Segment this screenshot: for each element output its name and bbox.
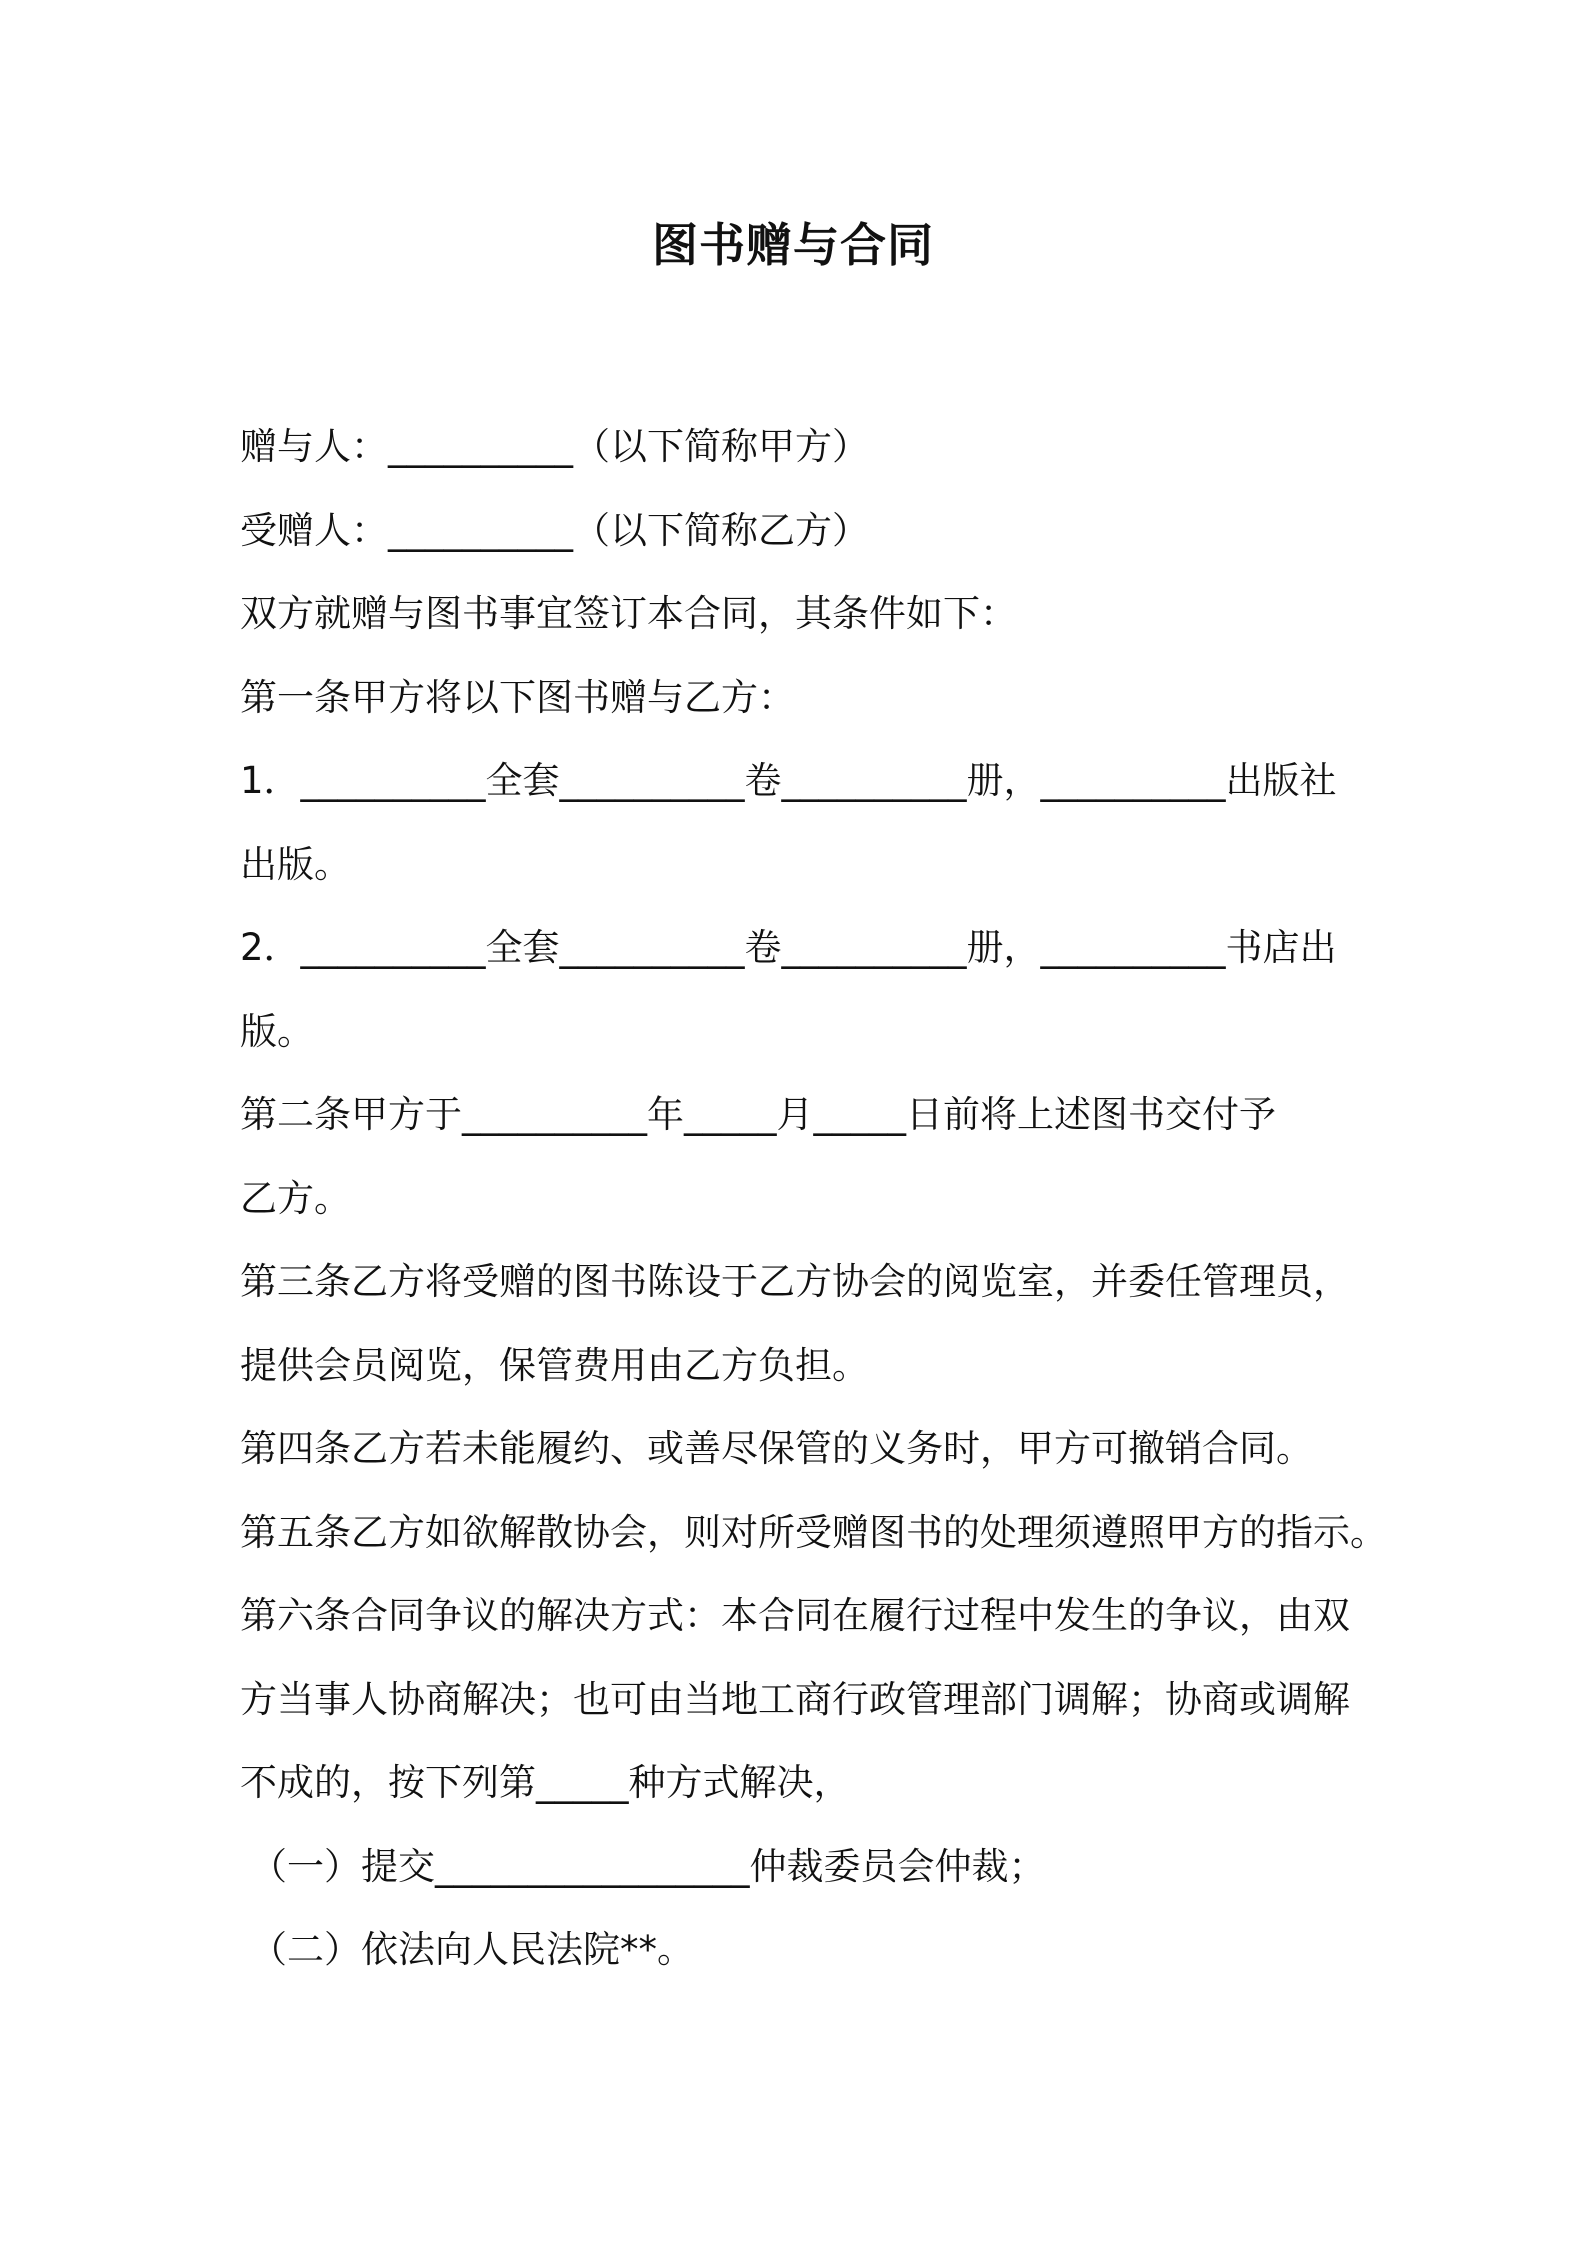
article-6-cont-1: 方当事人协商解决；也可由当地工商行政管理部门调解；协商或调解 xyxy=(240,1677,1350,1721)
recipient-line: 受赠人：__________（以下简称乙方） xyxy=(240,508,869,552)
preamble-line: 双方就赠与图书事宜签订本合同，其条件如下： xyxy=(240,592,1017,635)
article-1-heading: 第一条甲方将以下图书赠与乙方： xyxy=(240,675,795,719)
article-4: 第四条乙方若未能履约、或善尽保管的义务时，甲方可撤销合同。 xyxy=(240,1427,1313,1470)
article-2: 第二条甲方于__________年_____月_____日前将上述图书交付予 xyxy=(240,1093,1276,1136)
article-1-item-1-cont: 出版。 xyxy=(240,842,351,886)
article-2-cont: 乙方。 xyxy=(240,1176,351,1220)
article-6-cont-2: 不成的，按下列第_____种方式解决， xyxy=(240,1761,851,1804)
article-6: 第六条合同争议的解决方式：本合同在履行过程中发生的争议，由双 xyxy=(240,1594,1350,1637)
document-body xyxy=(240,405,1387,1992)
article-6-option-1: （一）提交_________________仲裁委员会仲裁； xyxy=(250,1844,1046,1888)
article-1-item-2: 2．__________全套__________卷__________册，__________书店出 xyxy=(240,926,1337,969)
article-3-cont: 提供会员阅览，保管费用由乙方负担。 xyxy=(240,1343,869,1387)
article-6-option-2: （二）依法向人民法院**。 xyxy=(250,1928,694,1971)
article-3: 第三条乙方将受赠的图书陈设于乙方协会的阅览室，并委任管理员， xyxy=(240,1260,1350,1303)
article-1-item-2-cont: 版。 xyxy=(240,1009,314,1053)
article-1-item-1: 1．__________全套__________卷__________册，__________出版社 xyxy=(240,759,1337,802)
article-5: 第五条乙方如欲解散协会，则对所受赠图书的处理须遵照甲方的指示。 xyxy=(240,1510,1387,1554)
document-title: 图书赠与合同 xyxy=(652,218,934,272)
donor-line: 赠与人：__________（以下简称甲方） xyxy=(240,425,869,468)
